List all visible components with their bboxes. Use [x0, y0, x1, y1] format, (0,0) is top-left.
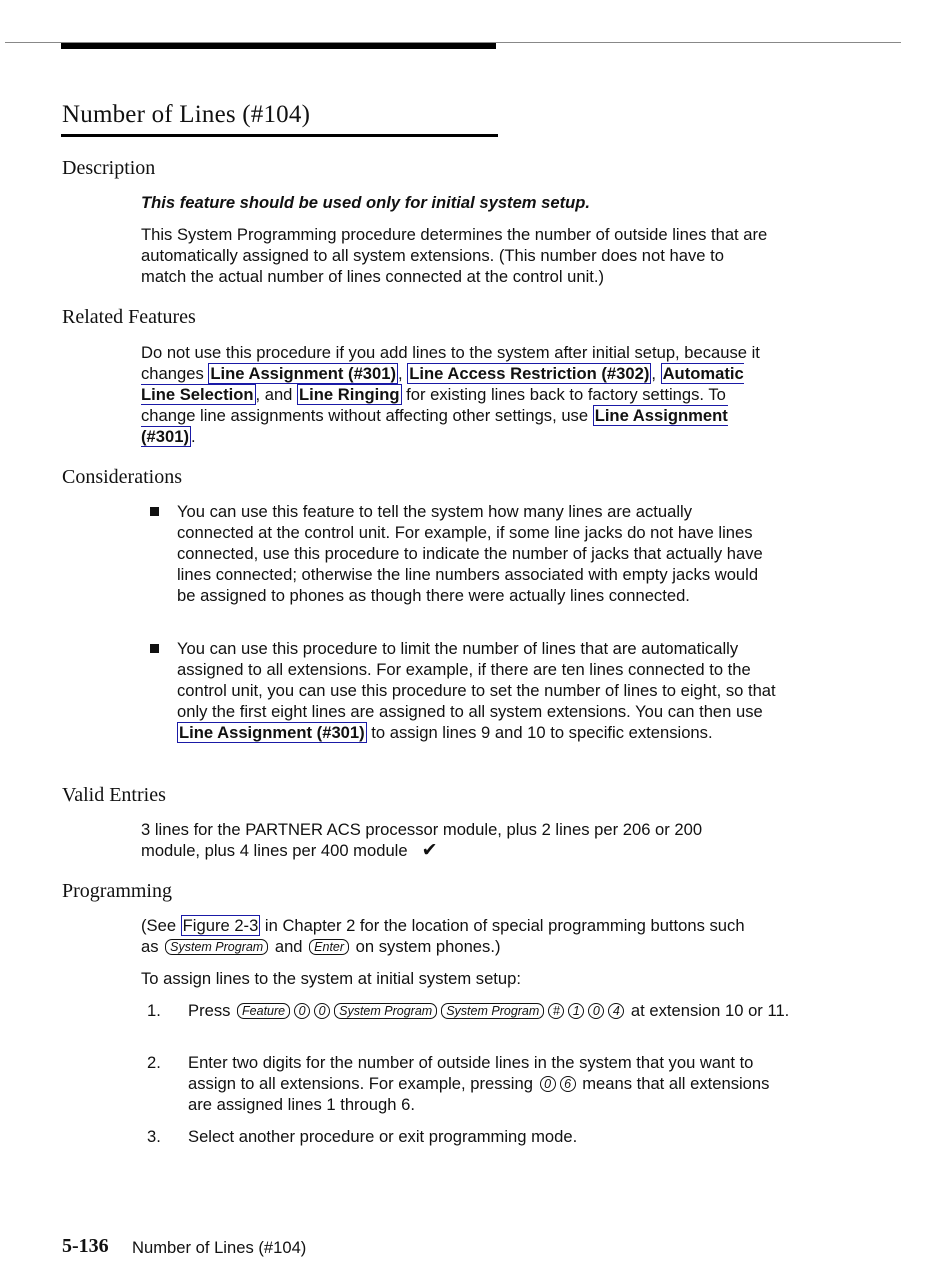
link-line-assignment[interactable]: Line Assignment (#301): [210, 364, 397, 383]
description-note: This feature should be used only for initial system setup.: [141, 193, 591, 212]
step-1-end: at extension 10 or 11.: [626, 1001, 790, 1020]
consideration-text-2: [177, 638, 789, 743]
description-text: This System Programming procedure determines the number of outside lines that are automatically assigned to all system extensions. (This number does not have to match the actual number of lines connected at the control unit.): [141, 225, 768, 286]
digit-0-key-icon: 0: [314, 1003, 330, 1019]
related-text-1: Do not use this procedure if you add lines to the system after initial setup, because it changes: [141, 343, 760, 383]
consideration-text-1: You can use this feature to tell the system how many lines are actually connected at the control unit. For example, if some line jacks do not have lines connected, use this procedure to indicate the number of jacks that actually have lines connected; otherwise the line numbers associated with empty jacks would be assigned to phones as though there were actually lines connected.: [177, 502, 763, 605]
header-rule-thick: [61, 43, 496, 49]
programming-see-text: [141, 915, 751, 957]
related-features-heading: Related Features: [62, 306, 196, 328]
link-figure-2-3[interactable]: Figure 2-3: [182, 916, 259, 935]
related-features-text: [141, 342, 773, 447]
valid-entries-heading: Valid Entries: [62, 784, 166, 806]
step-2-body: Enter two digits for the number of outside lines in the system that you want to assign to all extensions. For example, pressing: [188, 1053, 754, 1093]
footer-title: Number of Lines (#104): [132, 1238, 307, 1257]
related-text-2: for existing lines back to factory settings. To change line assignments without affecting other settings, use: [141, 385, 726, 425]
step-number: 3.: [147, 1127, 161, 1146]
related-sep-2: ,: [651, 364, 661, 383]
valid-entries-body: 3 lines for the PARTNER ACS processor module, plus 2 lines per 206 or 200 module, plus 4 lines per 400 module: [141, 820, 703, 860]
checkmark-icon: ✔: [421, 840, 438, 861]
system-program-key-icon: System Program: [441, 1003, 544, 1019]
digit-0-key-icon: 0: [294, 1003, 310, 1019]
see-and: and: [270, 937, 308, 956]
link-automatic-line-selection[interactable]: Automatic Line Selection: [141, 364, 744, 404]
link-line-assignment-3[interactable]: Line Assignment (#301): [179, 723, 365, 742]
valid-entries-text: [141, 819, 751, 861]
feature-key-icon: Feature: [237, 1003, 290, 1019]
related-sep-3: , and: [255, 385, 298, 404]
digit-0-key-icon: 0: [588, 1003, 604, 1019]
step-3-text: Select another procedure or exit programming mode.: [188, 1127, 578, 1146]
consideration-text-2-body: You can use this procedure to limit the number of lines that are automatically assigned to all extensions. For example, if there are ten lines connected to the control unit, you can use this procedure to set the number of lines to eight, so that only the first eight lines are assigned to all system extensions. You can then use: [177, 639, 776, 721]
step-number: 1.: [147, 1001, 161, 1020]
digit-0-key-icon: 0: [540, 1076, 556, 1092]
step-2-end: means that all extensions are assigned lines 1 through 6.: [188, 1074, 770, 1114]
step-1-text: [188, 1000, 793, 1021]
step-number: 2.: [147, 1053, 161, 1072]
link-line-assignment-2[interactable]: Line Assignment (#301): [141, 406, 728, 446]
system-program-key-icon: System Program: [334, 1003, 437, 1019]
considerations-heading: Considerations: [62, 466, 182, 488]
footer-page-number: 5-136: [62, 1235, 109, 1257]
related-text-3: .: [190, 427, 196, 446]
see-mid: in Chapter 2 for the location of special programming buttons such as: [141, 916, 745, 956]
digit-4-key-icon: 4: [608, 1003, 624, 1019]
see-close: on system phones.): [351, 937, 501, 956]
title-underline: [61, 134, 498, 137]
digit-6-key-icon: 6: [560, 1076, 576, 1092]
digit-1-key-icon: 1: [568, 1003, 584, 1019]
see-open: (See: [141, 916, 181, 935]
step-2-text: [188, 1052, 793, 1115]
step-1-press: Press: [188, 1001, 236, 1020]
programming-intro: To assign lines to the system at initial system setup:: [141, 969, 521, 988]
page-title: Number of Lines (#104): [62, 101, 311, 128]
enter-key-icon: Enter: [309, 939, 349, 955]
link-line-access-restriction[interactable]: Line Access Restriction (#302): [409, 364, 650, 383]
link-line-ringing[interactable]: Line Ringing: [299, 385, 400, 404]
consideration-text-2-end: to assign lines 9 and 10 to specific extensions.: [366, 723, 713, 742]
description-heading: Description: [62, 157, 156, 179]
related-sep-1: ,: [398, 364, 408, 383]
bullet-square-icon: [150, 507, 159, 516]
pound-key-icon: #: [548, 1003, 564, 1019]
programming-heading: Programming: [62, 880, 172, 902]
system-program-key-icon: System Program: [165, 939, 268, 955]
bullet-square-icon: [150, 644, 159, 653]
